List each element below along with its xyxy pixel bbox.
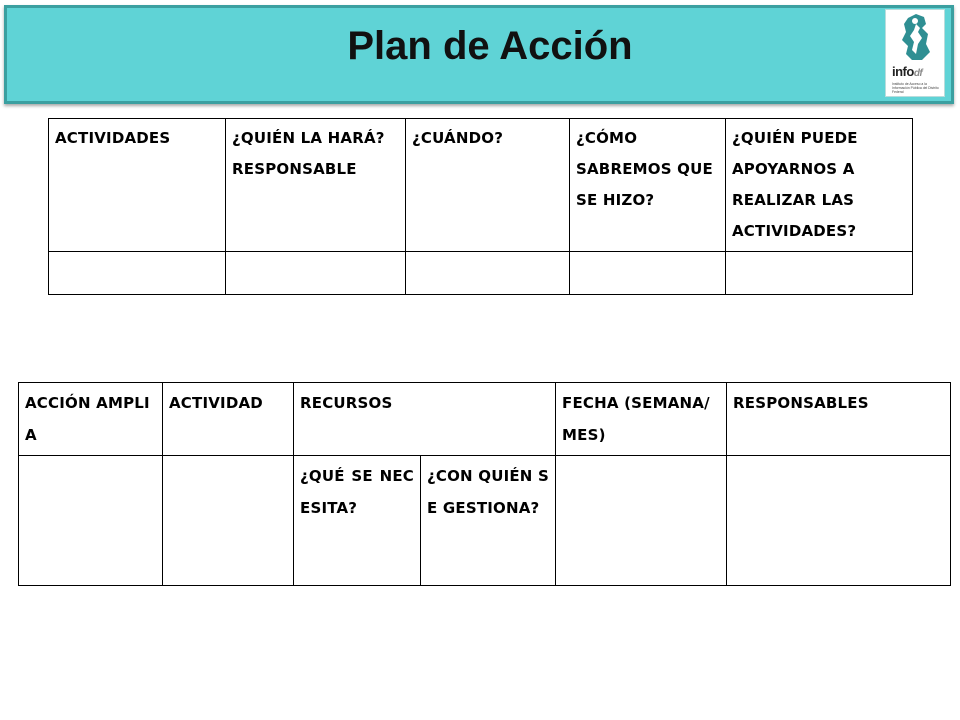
table-header-row: [19, 383, 951, 456]
logo-wordmark: infodf: [892, 64, 923, 79]
header-accion-amplia: ACCIÓN AMPLIA: [19, 383, 163, 456]
table-cell[interactable]: [556, 456, 727, 586]
page-title: Plan de Acción: [347, 24, 633, 68]
header-actividad: ACTIVIDAD: [163, 383, 294, 456]
table-cell[interactable]: [49, 252, 226, 295]
table-cell[interactable]: [163, 456, 294, 586]
header-quien-puede-apoyarnos: ¿QUIÉN PUEDE APOYARNOS A REALIZAR LAS ACTIVIDADES?: [726, 119, 913, 252]
table-row: [19, 456, 951, 586]
table-cell[interactable]: [726, 252, 913, 295]
header-fecha: FECHA (SEMANA/MES): [556, 383, 727, 456]
header-cuando: ¿CUÁNDO?: [406, 119, 570, 252]
header-recursos: RECURSOS: [294, 383, 556, 456]
map-emblem-icon: [886, 10, 946, 66]
table-cell[interactable]: [570, 252, 726, 295]
table-cell[interactable]: [226, 252, 406, 295]
table-row: [49, 252, 913, 295]
subheader-que-se-necesita: ¿QUÉ SE NECESITA?: [294, 456, 421, 586]
header-quien-la-hara: ¿QUIÉN LA HARÁ? RESPONSABLE: [226, 119, 406, 252]
table-cell[interactable]: [406, 252, 570, 295]
table-cell[interactable]: [19, 456, 163, 586]
subheader-con-quien-se-gestiona: ¿CON QUIÉN SE GESTIONA?: [421, 456, 556, 586]
table-header-row: [49, 119, 913, 252]
activities-table: [48, 118, 913, 295]
action-plan-table: [18, 382, 951, 586]
header-como-sabremos: ¿CÓMO SABREMOS QUE SE HIZO?: [570, 119, 726, 252]
header-actividades: ACTIVIDADES: [49, 119, 226, 252]
logo-caption: Instituto de Acceso a la Información Pública del Distrito Federal: [892, 82, 939, 94]
table-cell[interactable]: [727, 456, 951, 586]
infodf-logo: [885, 9, 945, 97]
header-responsables: RESPONSABLES: [727, 383, 951, 456]
